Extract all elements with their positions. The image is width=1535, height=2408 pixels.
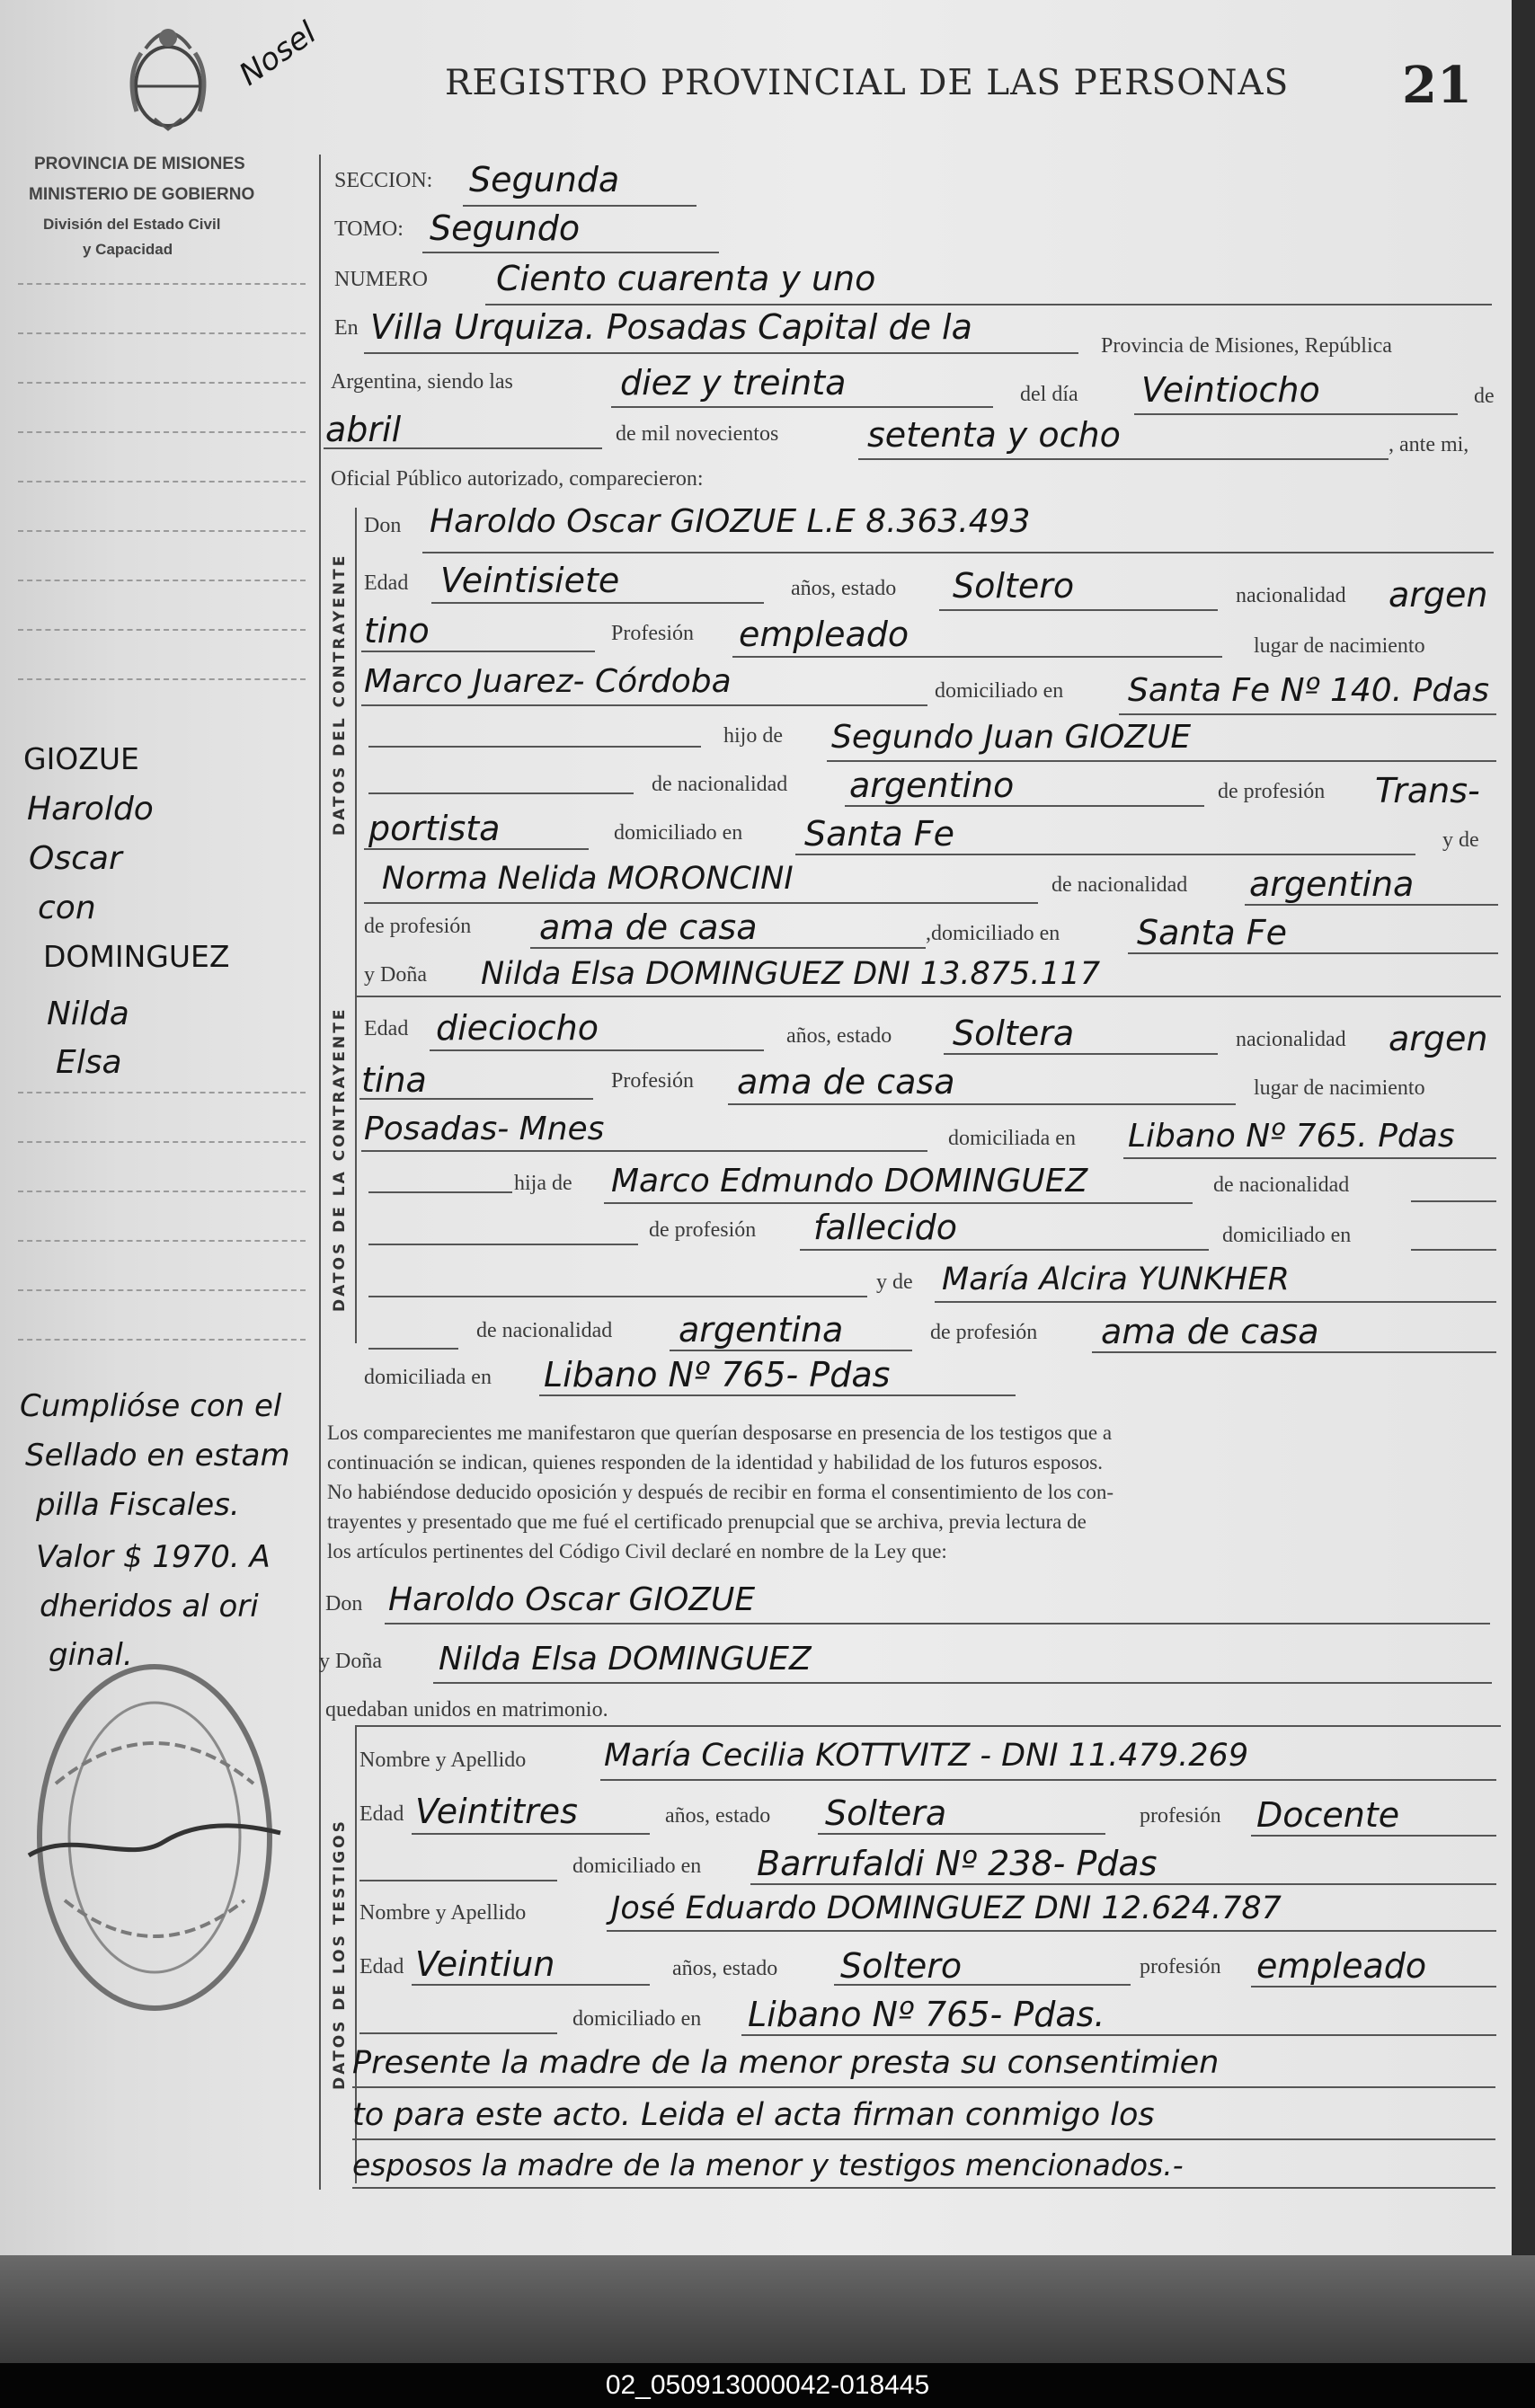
c1-nombre: Haroldo Oscar GIOZUE L.E 8.363.493: [430, 503, 1031, 540]
t1-nombre-label: Nombre y Apellido: [359, 1748, 527, 1772]
c2-domicilio: Libano Nº 765. Pdas: [1128, 1118, 1455, 1155]
t2-edad: Veintiun: [415, 1944, 555, 1984]
decl-don: Haroldo Oscar GIOZUE: [388, 1581, 756, 1618]
c1-don-label: Don: [364, 514, 402, 537]
frame-identifier: 02_050913000042-018445: [0, 2363, 1535, 2408]
margin-name-bride-second: Elsa: [56, 1044, 122, 1081]
c2-estado: Soltera: [953, 1014, 1075, 1053]
c1-nacionalidad-b: tino: [364, 611, 430, 651]
page-number: 21: [1402, 56, 1472, 115]
ante-mi-text: , ante mi,: [1389, 433, 1469, 456]
c2-madre-domicilio: Libano Nº 765- Pdas: [544, 1355, 891, 1394]
stamp-note-line-5: dheridos al ori: [40, 1589, 259, 1625]
c2-madre: María Alcira YUNKHER: [942, 1262, 1290, 1297]
c1-madre-dom-label: ,domiciliado en: [926, 922, 1060, 945]
c1-y-de-label: y de: [1442, 828, 1479, 852]
c1-padre-profesion-a: Trans-: [1375, 771, 1480, 810]
c2-de-nacionalidad-label: de nacionalidad: [1213, 1173, 1350, 1197]
decl-don-label: Don: [325, 1592, 363, 1616]
t1-edad-label: Edad: [359, 1802, 404, 1826]
stamp-note-line-2: Sellado en estam: [25, 1438, 290, 1474]
c1-anos-estado-label: años, estado: [791, 577, 897, 600]
margin-name-bride-surname: DOMINGUEZ: [43, 939, 230, 974]
office-division: División del Estado Civil: [43, 216, 221, 233]
seccion-value: Segunda: [469, 160, 620, 199]
c1-domiciliado-label: domiciliado en: [935, 679, 1064, 703]
c2-edad-label: Edad: [364, 1017, 409, 1040]
observation-line-1: Presente la madre de la menor presta su consentimien: [352, 2045, 1220, 2081]
t2-domiciliado-label: domiciliado en: [572, 2007, 702, 2031]
t2-domicilio: Libano Nº 765- Pdas.: [748, 1995, 1105, 2034]
c2-nacionalidad-label: nacionalidad: [1236, 1028, 1346, 1051]
declaration-line: Los comparecientes me manifestaron que querían desposarse en presencia de los testigos que a: [327, 1421, 1113, 1444]
c1-madre-profesion: ama de casa: [539, 907, 758, 947]
mes-value: abril: [325, 410, 402, 449]
stamp-note-line-4: Valor $ 1970. A: [36, 1539, 271, 1575]
decl-dona-label: y Doña: [319, 1650, 382, 1673]
c1-padre-profesion-b: portista: [368, 809, 501, 848]
c1-profesion: empleado: [739, 615, 909, 654]
argentina-text: Argentina, siendo las: [331, 370, 513, 394]
section-label-contrayente: DATOS DEL CONTRAYENTE: [331, 553, 349, 836]
margin-name-con: con: [38, 890, 96, 926]
c1-madre-nacionalidad: argentina: [1249, 864, 1415, 904]
c1-edad-label: Edad: [364, 571, 409, 595]
declaration-line: los artículos pertinentes del Código Civil declaré en nombre de la Ley que:: [327, 1540, 947, 1563]
official-seal-icon: [20, 1649, 289, 2026]
declaration-line: continuación se indican, quienes responden de la identidad y habilidad de los futuros esposos.: [327, 1451, 1103, 1474]
declaration-line: No habiéndose deducido oposición y después de recibir en forma el consentimiento de los con-: [327, 1481, 1114, 1503]
c2-dona-label: y Doña: [364, 963, 427, 987]
margin-name-first: Haroldo: [27, 791, 154, 828]
c2-lugar-nac-label: lugar de nacimiento: [1254, 1076, 1425, 1100]
c1-padre-domiciliado-label: domiciliado en: [614, 821, 743, 845]
c2-padre-profesion: fallecido: [813, 1208, 957, 1247]
page-bottom-shadow: [0, 2255, 1535, 2363]
c2-nacionalidad-b: tina: [361, 1060, 427, 1100]
stamp-note-line-3: pilla Fiscales.: [36, 1487, 240, 1523]
declaration-paragraph: [327, 1418, 1495, 1566]
c2-hija-label: hija de: [514, 1172, 572, 1195]
t2-profesion-label: profesión: [1140, 1955, 1221, 1979]
c1-profesion-label: Profesión: [611, 622, 694, 645]
t1-domiciliado-label: domiciliado en: [572, 1855, 702, 1878]
c2-profesion-label: Profesión: [611, 1069, 694, 1093]
decl-closing: quedaban unidos en matrimonio.: [325, 1698, 608, 1722]
provincia-text: Provincia de Misiones, República: [1101, 334, 1392, 358]
c1-de-nacionalidad-label: de nacionalidad: [652, 773, 788, 796]
coat-of-arms-icon: [119, 13, 217, 147]
hora-value: diez y treinta: [620, 363, 847, 403]
t2-estado: Soltero: [840, 1946, 963, 1986]
t1-profesion: Docente: [1256, 1795, 1400, 1835]
office-province: PROVINCIA DE MISIONES: [34, 155, 245, 173]
del-dia-label: del día: [1020, 383, 1078, 406]
t1-anos-estado-label: años, estado: [665, 1804, 771, 1828]
c2-y-de-label: y de: [876, 1270, 913, 1294]
c1-padre-domicilio: Santa Fe: [804, 814, 954, 854]
margin-name-bride-first: Nilda: [47, 996, 129, 1032]
t1-estado: Soltera: [825, 1793, 947, 1833]
c1-hijo-label: hijo de: [723, 724, 783, 748]
lugar-value: Villa Urquiza. Posadas Capital de la: [370, 307, 972, 347]
c2-anos-estado-label: años, estado: [786, 1024, 892, 1048]
c1-madre: Norma Nelida MORONCINI: [382, 861, 794, 897]
anio-value: setenta y ocho: [867, 415, 1121, 455]
c2-padre: Marco Edmundo DOMINGUEZ: [611, 1163, 1088, 1200]
t2-nombre-label: Nombre y Apellido: [359, 1901, 527, 1925]
decl-dona: Nilda Elsa DOMINGUEZ: [439, 1641, 812, 1678]
t2-nombre: José Eduardo DOMINGUEZ DNI 12.624.787: [611, 1890, 1282, 1926]
c2-profesion: ama de casa: [737, 1062, 955, 1102]
numero-label: NUMERO: [334, 268, 429, 291]
c2-madre-nacionalidad: argentina: [679, 1310, 844, 1350]
observation-line-2: to para este acto. Leida el acta firman conmigo los: [352, 2097, 1155, 2133]
c2-lugar-nac: Posadas- Mnes: [364, 1111, 605, 1147]
numero-value: Ciento cuarenta y uno: [496, 259, 876, 298]
c1-padre-nacionalidad: argentino: [849, 766, 1015, 805]
c1-nacionalidad-label: nacionalidad: [1236, 584, 1346, 607]
t1-edad: Veintitres: [415, 1792, 578, 1831]
c1-madre-nac-label: de nacionalidad: [1051, 873, 1188, 897]
tomo-value: Segundo: [430, 208, 581, 248]
novecientos-text: de mil novecientos: [616, 422, 779, 446]
t1-domicilio: Barrufaldi Nº 238- Pdas: [757, 1844, 1158, 1883]
de-label: de: [1474, 385, 1495, 408]
c2-padre-domiciliado-label: domiciliado en: [1222, 1224, 1352, 1247]
margin-signature: Nosel: [233, 14, 324, 93]
c1-lugar-nac: Marco Juarez- Córdoba: [364, 663, 732, 700]
c1-madre-domicilio: Santa Fe: [1137, 913, 1287, 952]
observation-line-3: esposos la madre de la menor y testigos mencionados.-: [352, 2147, 1184, 2182]
registry-title: REGISTRO PROVINCIAL DE LAS PERSONAS: [445, 63, 1290, 103]
dia-value: Veintiocho: [1141, 370, 1320, 410]
t2-profesion: empleado: [1256, 1946, 1427, 1986]
c1-nacionalidad-a: argen: [1389, 575, 1488, 615]
office-ministry: MINISTERIO DE GOBIERNO: [29, 185, 255, 204]
c1-edad: Veintisiete: [440, 561, 620, 600]
c2-domiciliada-label: domiciliada en: [948, 1127, 1076, 1150]
c2-nacionalidad-a: argen: [1389, 1019, 1488, 1058]
c1-lugar-nac-label: lugar de nacimiento: [1254, 634, 1425, 658]
c2-madre-profesion: ama de casa: [1101, 1312, 1319, 1351]
c2-nombre: Nilda Elsa DOMINGUEZ DNI 13.875.117: [481, 956, 1101, 992]
c1-de-profesion-label: de profesión: [1218, 780, 1326, 803]
office-capacity: y Capacidad: [83, 241, 173, 258]
section-label-testigos: DATOS DE LOS TESTIGOS: [331, 1819, 349, 2090]
oficial-text: Oficial Público autorizado, comparecieron:: [331, 467, 704, 491]
en-label: En: [334, 316, 359, 340]
c2-madre-nac-label: de nacionalidad: [476, 1319, 613, 1342]
c1-padre: Segundo Juan GIOZUE: [831, 719, 1192, 756]
t1-nombre: María Cecilia KOTTVITZ - DNI 11.479.269: [604, 1738, 1249, 1774]
stamp-note-line-1: Cumplióse con el: [20, 1388, 282, 1424]
declaration-line: trayentes y presentado que me fué el certificado prenupcial que se archiva, previa lectura de: [327, 1510, 1087, 1533]
c2-edad: dieciocho: [436, 1008, 599, 1048]
t1-profesion-label: profesión: [1140, 1804, 1221, 1828]
c2-madre-prof-label: de profesión: [930, 1321, 1038, 1344]
c1-madre-prof-label: de profesión: [364, 915, 472, 938]
margin-name-second: Oscar: [29, 840, 122, 877]
stamp-note-line-6: ginal.: [49, 1637, 133, 1673]
c1-estado: Soltero: [953, 566, 1075, 606]
t2-edad-label: Edad: [359, 1955, 404, 1979]
c2-madre-dom-label: domiciliada en: [364, 1366, 492, 1389]
tomo-label: TOMO:: [334, 217, 404, 241]
t2-anos-estado-label: años, estado: [672, 1957, 778, 1980]
seccion-label: SECCION:: [334, 169, 433, 192]
margin-name-surname: GIOZUE: [23, 741, 139, 776]
c2-de-profesion-label: de profesión: [649, 1218, 757, 1242]
c1-domicilio: Santa Fe Nº 140. Pdas: [1128, 672, 1489, 709]
section-label-contrayenta: DATOS DE LA CONTRAYENTE: [331, 1006, 349, 1312]
